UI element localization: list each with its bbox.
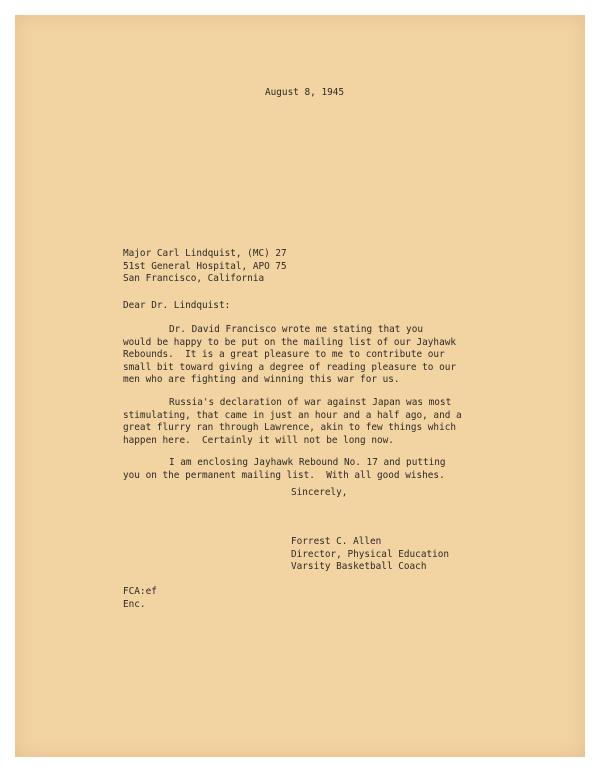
address-line: Major Carl Lindquist, (MC) 27 (123, 248, 287, 259)
letter-page (15, 15, 585, 757)
signature-line: Director, Physical Education (291, 548, 450, 560)
address-line: 51st General Hospital, APO 75 (123, 260, 287, 272)
enclosure-note: Enc. (123, 598, 146, 610)
address-line: San Francisco, California (123, 273, 265, 284)
paragraph-line: happen here. Certainly it will not be long now. (123, 434, 394, 446)
salutation: Dear Dr. Lindquist: (123, 300, 231, 311)
paragraph-line: great flurry ran through Lawrence, akin to few things which (123, 422, 457, 433)
paragraph-line: stimulating, that came in just an hour and a half ago, and a (123, 409, 462, 421)
reference-initials: FCA:ef (123, 586, 157, 597)
paragraph-line: would be happy to be put on the mailing list of our Jayhawk (123, 336, 457, 348)
closing: Sincerely, (291, 487, 348, 498)
letter-date: August 8, 1945 (265, 87, 345, 98)
paragraph-line: you on the permanent mailing list. With all good wishes. (123, 469, 445, 481)
paragraph-line: Russia's declaration of war against Japan was most (169, 397, 452, 408)
paragraph-line: I am enclosing Jayhawk Rebound No. 17 and putting (169, 457, 446, 468)
paragraph-line: small bit toward giving a degree of reading pleasure to our (123, 361, 457, 373)
signature-line: Varsity Basketball Coach (291, 561, 427, 572)
signature-line: Forrest C. Allen (291, 536, 382, 547)
paragraph-line: men who are fighting and winning this war for us. (123, 374, 400, 385)
paragraph-line: Rebounds. It is a great pleasure to me to contribute our (123, 349, 445, 360)
paragraph-line: Dr. David Francisco wrote me stating that you (169, 324, 423, 335)
